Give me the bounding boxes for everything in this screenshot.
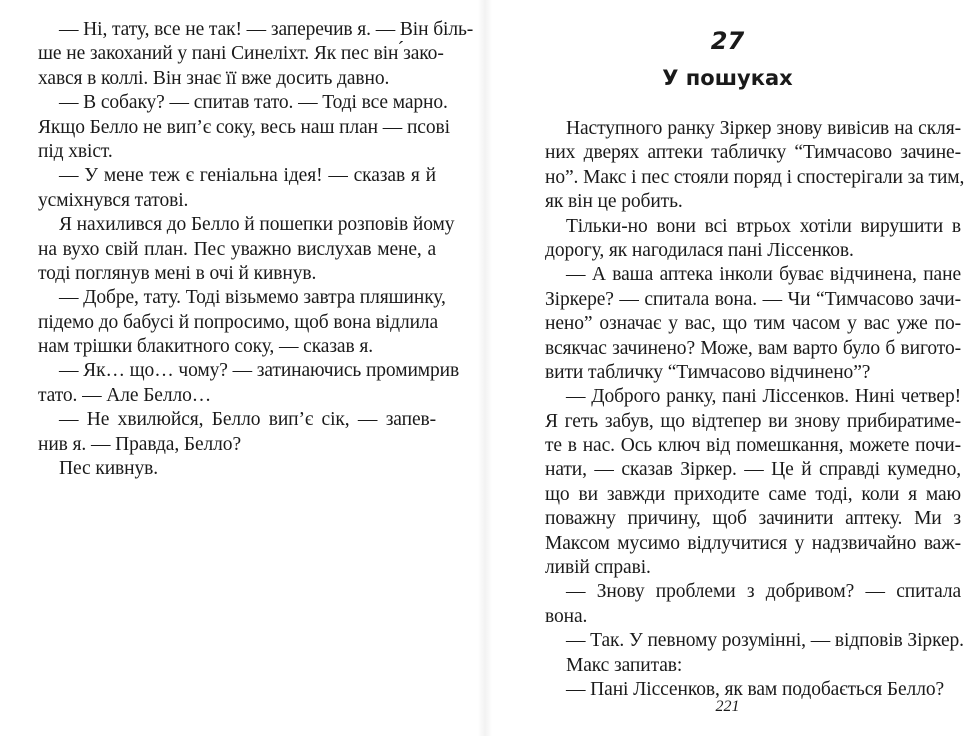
text-line: на вухо свій план. Пес уважно вислухав мене, а: [38, 238, 436, 260]
text-line: — Доброго ранку, пані Ліссенков. Нині четвер!: [566, 386, 961, 408]
left-page-text: [38, 18, 474, 481]
page-gutter: [478, 0, 492, 736]
text-line: Пес кивнув.: [59, 458, 159, 480]
text-line: Зіркере? — спитала вона. — Чи “Тимчасово зачи-: [545, 288, 961, 310]
text-line: Наступного ранку Зіркер знову вивісив на скля-: [566, 118, 961, 139]
text-line: Макс запитав:: [566, 654, 683, 676]
text-line: ше не закоханий у пані Синеліхт. Як пес він ́зако-: [38, 43, 444, 65]
text-line: хався в коллі. Він знає її вже досить давно.: [38, 67, 390, 89]
right-page-text: [545, 117, 965, 702]
text-line: поважну причину, щоб зачинити аптеку. Ми з: [545, 508, 961, 530]
text-line: — Ні, тату, все не так! — заперечив я. — Він біль-: [59, 19, 474, 40]
text-line: — Знову проблеми з добривом? — спитала: [566, 581, 961, 603]
text-line: Я нахилився до Белло й пошепки розповів йому: [59, 214, 455, 236]
text-line: тато. — Але Белло…: [38, 384, 212, 406]
text-line: — Так. У певному розумінні, — відповів Зіркер.: [566, 630, 964, 652]
text-line: вити табличку “Тимчасово відчинено”?: [545, 361, 871, 383]
text-line: Якщо Белло не вип’є соку, весь наш план — псові: [38, 116, 450, 138]
text-line: нено” означає у вас, що тим часом у вас уже по-: [545, 313, 961, 335]
text-line: як він це робить.: [545, 191, 683, 213]
chapter-title: У пошуках: [662, 66, 793, 90]
text-line: усміхнувся татові.: [38, 189, 189, 211]
text-line: них дверях аптеки табличку “Тимчасово зачине-: [545, 142, 961, 164]
text-line: — Як… що… чому? — затинаючись промимрив: [59, 360, 460, 382]
text-line: вона.: [545, 605, 588, 627]
text-line: всякчас зачинено? Може, вам варто було б вигото-: [545, 337, 961, 359]
text-line: нати, — сказав Зіркер. — Це й справді кумедно,: [545, 459, 961, 481]
text-line: Максом мусимо відлучитися у надзвичайно важ-: [545, 532, 961, 554]
text-line: те в нас. Ось ключ від помешкання, можете почи-: [545, 435, 961, 457]
text-line: під хвіст.: [38, 140, 113, 162]
text-line: Я геть забув, що відтепер ви знову прибиратиме-: [545, 410, 961, 432]
text-line: Тільки-но вони всі втрьох хотіли вирушити в: [566, 215, 961, 237]
text-line: нив я. — Правда, Белло?: [38, 433, 242, 455]
text-line: що ви завжди приходите саме тоді, коли я маю: [545, 483, 961, 505]
text-line: підемо до бабусі й попросимо, щоб вона відлила: [38, 311, 439, 333]
text-line: ливій справі.: [545, 557, 651, 579]
text-line: но”. Макс і пес стояли поряд і спостерігали за тим,: [545, 166, 965, 188]
text-line: — Добре, тату. Тоді візьмемо завтра пляшинку,: [59, 287, 446, 309]
chapter-number: 27: [710, 27, 745, 55]
text-line: нам трішки блакитного соку, — сказав я.: [38, 336, 374, 358]
page-number: 221: [715, 698, 740, 715]
text-line: — Пані Ліссенков, як вам подобається Белло?: [566, 678, 945, 700]
text-line: тоді поглянув мені в очі й кивнув.: [38, 262, 317, 284]
text-line: — А ваша аптека інколи буває відчинена, пане: [566, 264, 961, 286]
text-line: — В собаку? — спитав тато. — Тоді все марно.: [59, 92, 448, 114]
text-line: — Не хвилюйся, Белло вип’є сік, — запев-: [59, 409, 436, 431]
text-line: дорогу, як нагодилася пані Ліссенков.: [545, 239, 854, 261]
text-line: — У мене теж є геніальна ідея! — сказав я й: [59, 165, 436, 187]
